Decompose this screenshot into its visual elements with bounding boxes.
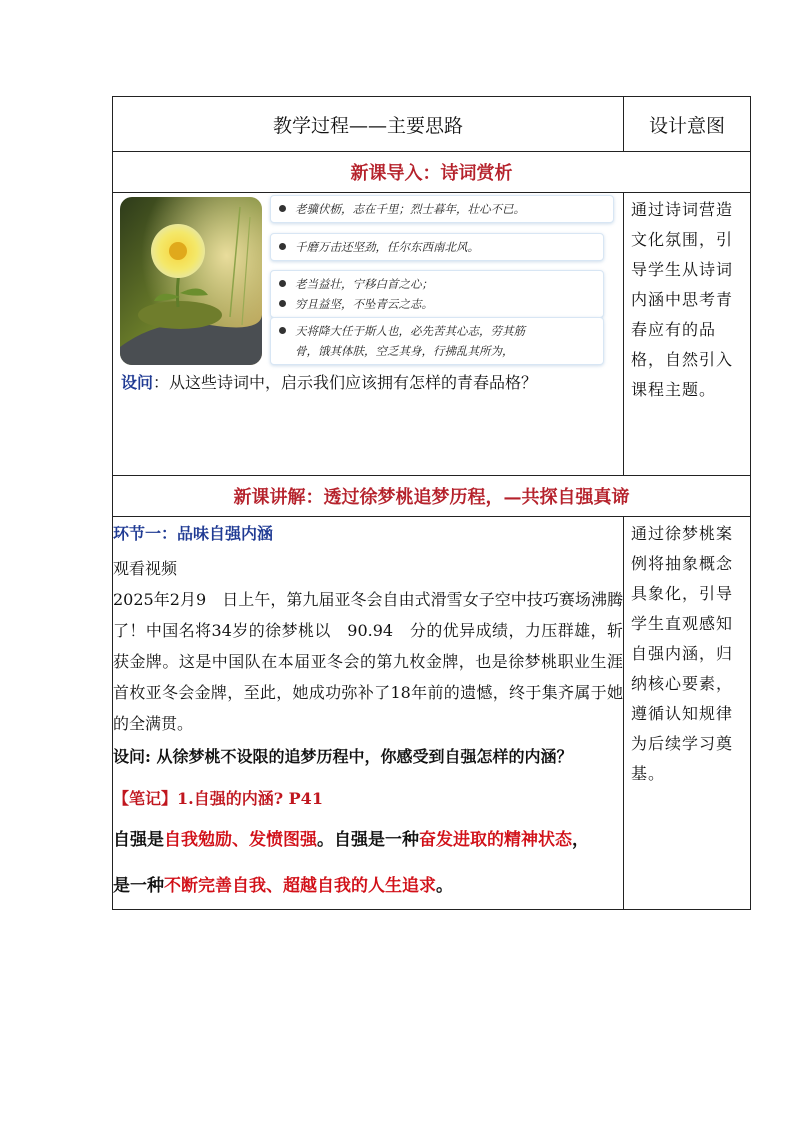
poem-row xyxy=(113,193,751,476)
intent-cell-1 xyxy=(624,193,751,476)
flower-image xyxy=(120,197,262,365)
section2-row xyxy=(113,476,751,517)
lecture-row xyxy=(113,517,751,910)
question-text: ：从这些诗词中，启示我们应该拥有怎样的青春品格？ xyxy=(153,373,538,392)
design-intent-2: 通过徐梦桃案例将抽象概念具象化，引导学生直观感知自强内涵，归纳核心要素，遵循认知规律为后续学习奠基。 xyxy=(631,524,734,783)
poem-card-3 xyxy=(270,270,604,318)
poem-line-3: 老当益壮，宁移白首之心； xyxy=(295,277,433,291)
design-intent-1: 通过诗词营造文化氛围，引导学生从诗词内涵中思考青春应有的品格，自然引入课程主题。 xyxy=(631,200,734,399)
section1-title: 新课导入：诗词赏析 xyxy=(113,152,751,193)
bullet-icon xyxy=(279,280,286,287)
question-2: 设问: 从徐梦桃不设限的追梦历程中，你感受到自强怎样的内涵？ xyxy=(113,747,573,766)
definition-line-1: 自强是自我勉励、发愤图强。自强是一种奋发进取的精神状态， xyxy=(113,830,589,850)
poem-line-4: 穷且益坚，不坠青云之志。 xyxy=(295,297,433,311)
poem-line-6: 骨，饿其体肤，空乏其身，行拂乱其所为， xyxy=(295,344,514,358)
poem-line-5: 天将降大任于斯人也，必先苦其心志，劳其筋 xyxy=(295,324,525,338)
poem-card-4 xyxy=(270,317,604,365)
poem-line-1: 老骥伏枥，志在千里；烈士暮年，壮心不已。 xyxy=(295,202,525,216)
header-main-cell: 教学过程——主要思路 xyxy=(113,97,624,152)
bullet-icon xyxy=(279,300,286,307)
bullet-icon xyxy=(279,327,286,334)
flower-illustration xyxy=(120,197,262,365)
poem-line-2: 千磨万击还坚劲，任尔东西南北风。 xyxy=(295,240,479,254)
intent-cell-2 xyxy=(624,517,751,910)
section2-title: 新课讲解：透过徐梦桃追梦历程，—共探自强真谛 xyxy=(113,476,751,517)
poem-card-1 xyxy=(270,195,614,223)
lesson-plan-table xyxy=(112,96,751,910)
lecture-cell xyxy=(113,517,624,910)
section1-row xyxy=(113,152,751,193)
link1-title: 环节一：品味自强内涵 xyxy=(113,524,274,543)
bullet-icon xyxy=(279,243,286,250)
definition-line-2: 是一种不断完善自我、超越自我的人生追求。 xyxy=(113,876,453,896)
poem-card-2 xyxy=(270,233,604,261)
bullet-icon xyxy=(279,205,286,212)
table-header-row xyxy=(113,97,751,152)
header-side-cell: 设计意图 xyxy=(624,97,751,152)
watch-video-label: 观看视频 xyxy=(113,559,178,578)
story-paragraph: 2025年2月9 日上午，第九届亚冬会自由式滑雪女子空中技巧赛场沸腾了！中国名将34岁的徐梦桃以 90.94 分的优异成绩，力压群雄，斩获金牌。这是中国队在本届亚冬会的第九枚金牌，也是徐梦桃职业生涯首枚亚冬会金牌，至此，她成功弥补了18年前的遗憾，终于集齐属于她的全满贯。 xyxy=(113,590,623,733)
note-label: 【笔记】1.自强的内涵? P41 xyxy=(113,789,323,808)
question-label: 设问 xyxy=(121,373,154,392)
question-1 xyxy=(121,371,537,395)
poem-cell xyxy=(113,193,624,476)
